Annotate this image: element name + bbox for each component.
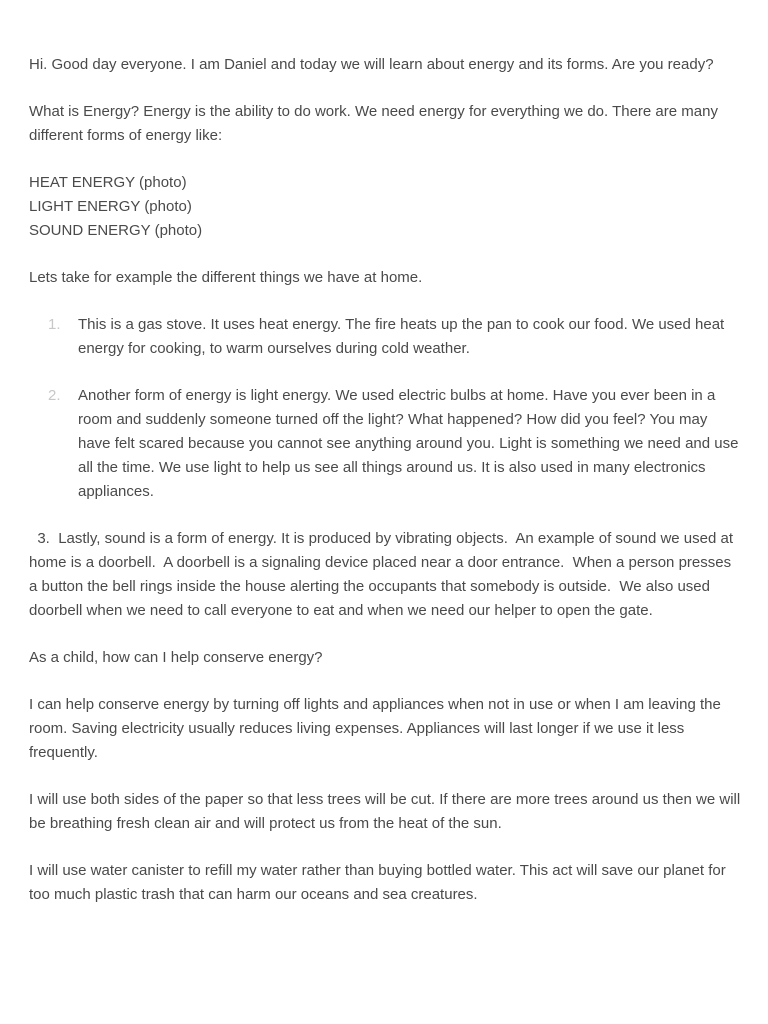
list-number: 2. <box>48 387 61 404</box>
list-item-gas-stove <box>29 313 741 361</box>
examples-list <box>29 313 741 504</box>
conserve-paragraph-lights: I can help conserve energy by turning off lights and appliances when not in use or when I am leaving the room. Saving electricity usually reduces living expenses. Appliances will last longer if we use it less frequently. <box>29 696 721 761</box>
sound-paragraph: 3. Lastly, sound is a form of energy. It is produced by vibrating objects. An example of sound we used at home is a doorbell. A doorbell is a signaling device placed near a door entrance. When a person presses a button the bell rings inside the house alerting the occupants that somebody is outside. We also used doorbell when we need to call everyone to eat and when we need our helper to open the gate. <box>29 530 738 619</box>
what-is-energy-paragraph: What is Energy? Energy is the ability to do work. We need energy for everything we do. There are many different forms of energy like: <box>29 103 718 144</box>
example-intro-paragraph: Lets take for example the different things we have at home. <box>29 269 423 286</box>
sound-energy-item: SOUND ENERGY (photo) <box>29 222 203 239</box>
heat-energy-item: HEAT ENERGY (photo) <box>29 174 187 191</box>
document-body <box>29 53 741 930</box>
intro-paragraph: Hi. Good day everyone. I am Daniel and today we will learn about energy and its forms. Are you ready? <box>29 56 714 73</box>
energy-forms-list <box>29 171 741 243</box>
conserve-paragraph-water: I will use water canister to refill my water rather than buying bottled water. This act will save our planet for too much plastic trash that can harm our oceans and sea creatures. <box>29 862 726 903</box>
light-energy-item: LIGHT ENERGY (photo) <box>29 198 192 215</box>
conserve-paragraph-paper: I will use both sides of the paper so that less trees will be cut. If there are more trees around us then we will be breathing fresh clean air and will protect us from the heat of the sun. <box>29 791 741 832</box>
list-item-text: Another form of energy is light energy. We used electric bulbs at home. Have you ever been in a room and suddenly someone turned off the light? What happened? How did you feel? You may have felt scared because you cannot see anything around you. Light is something we need and use all the time. We use light to help us see all things around us. It is also used in many electronics appliances. <box>78 387 739 500</box>
list-item-light-energy <box>29 384 741 504</box>
list-number: 1. <box>48 316 61 333</box>
list-item-text: This is a gas stove. It uses heat energy. The fire heats up the pan to cook our food. We used heat energy for cooking, to warm ourselves during cold weather. <box>78 316 725 357</box>
conserve-question: As a child, how can I help conserve energy? <box>29 649 323 666</box>
